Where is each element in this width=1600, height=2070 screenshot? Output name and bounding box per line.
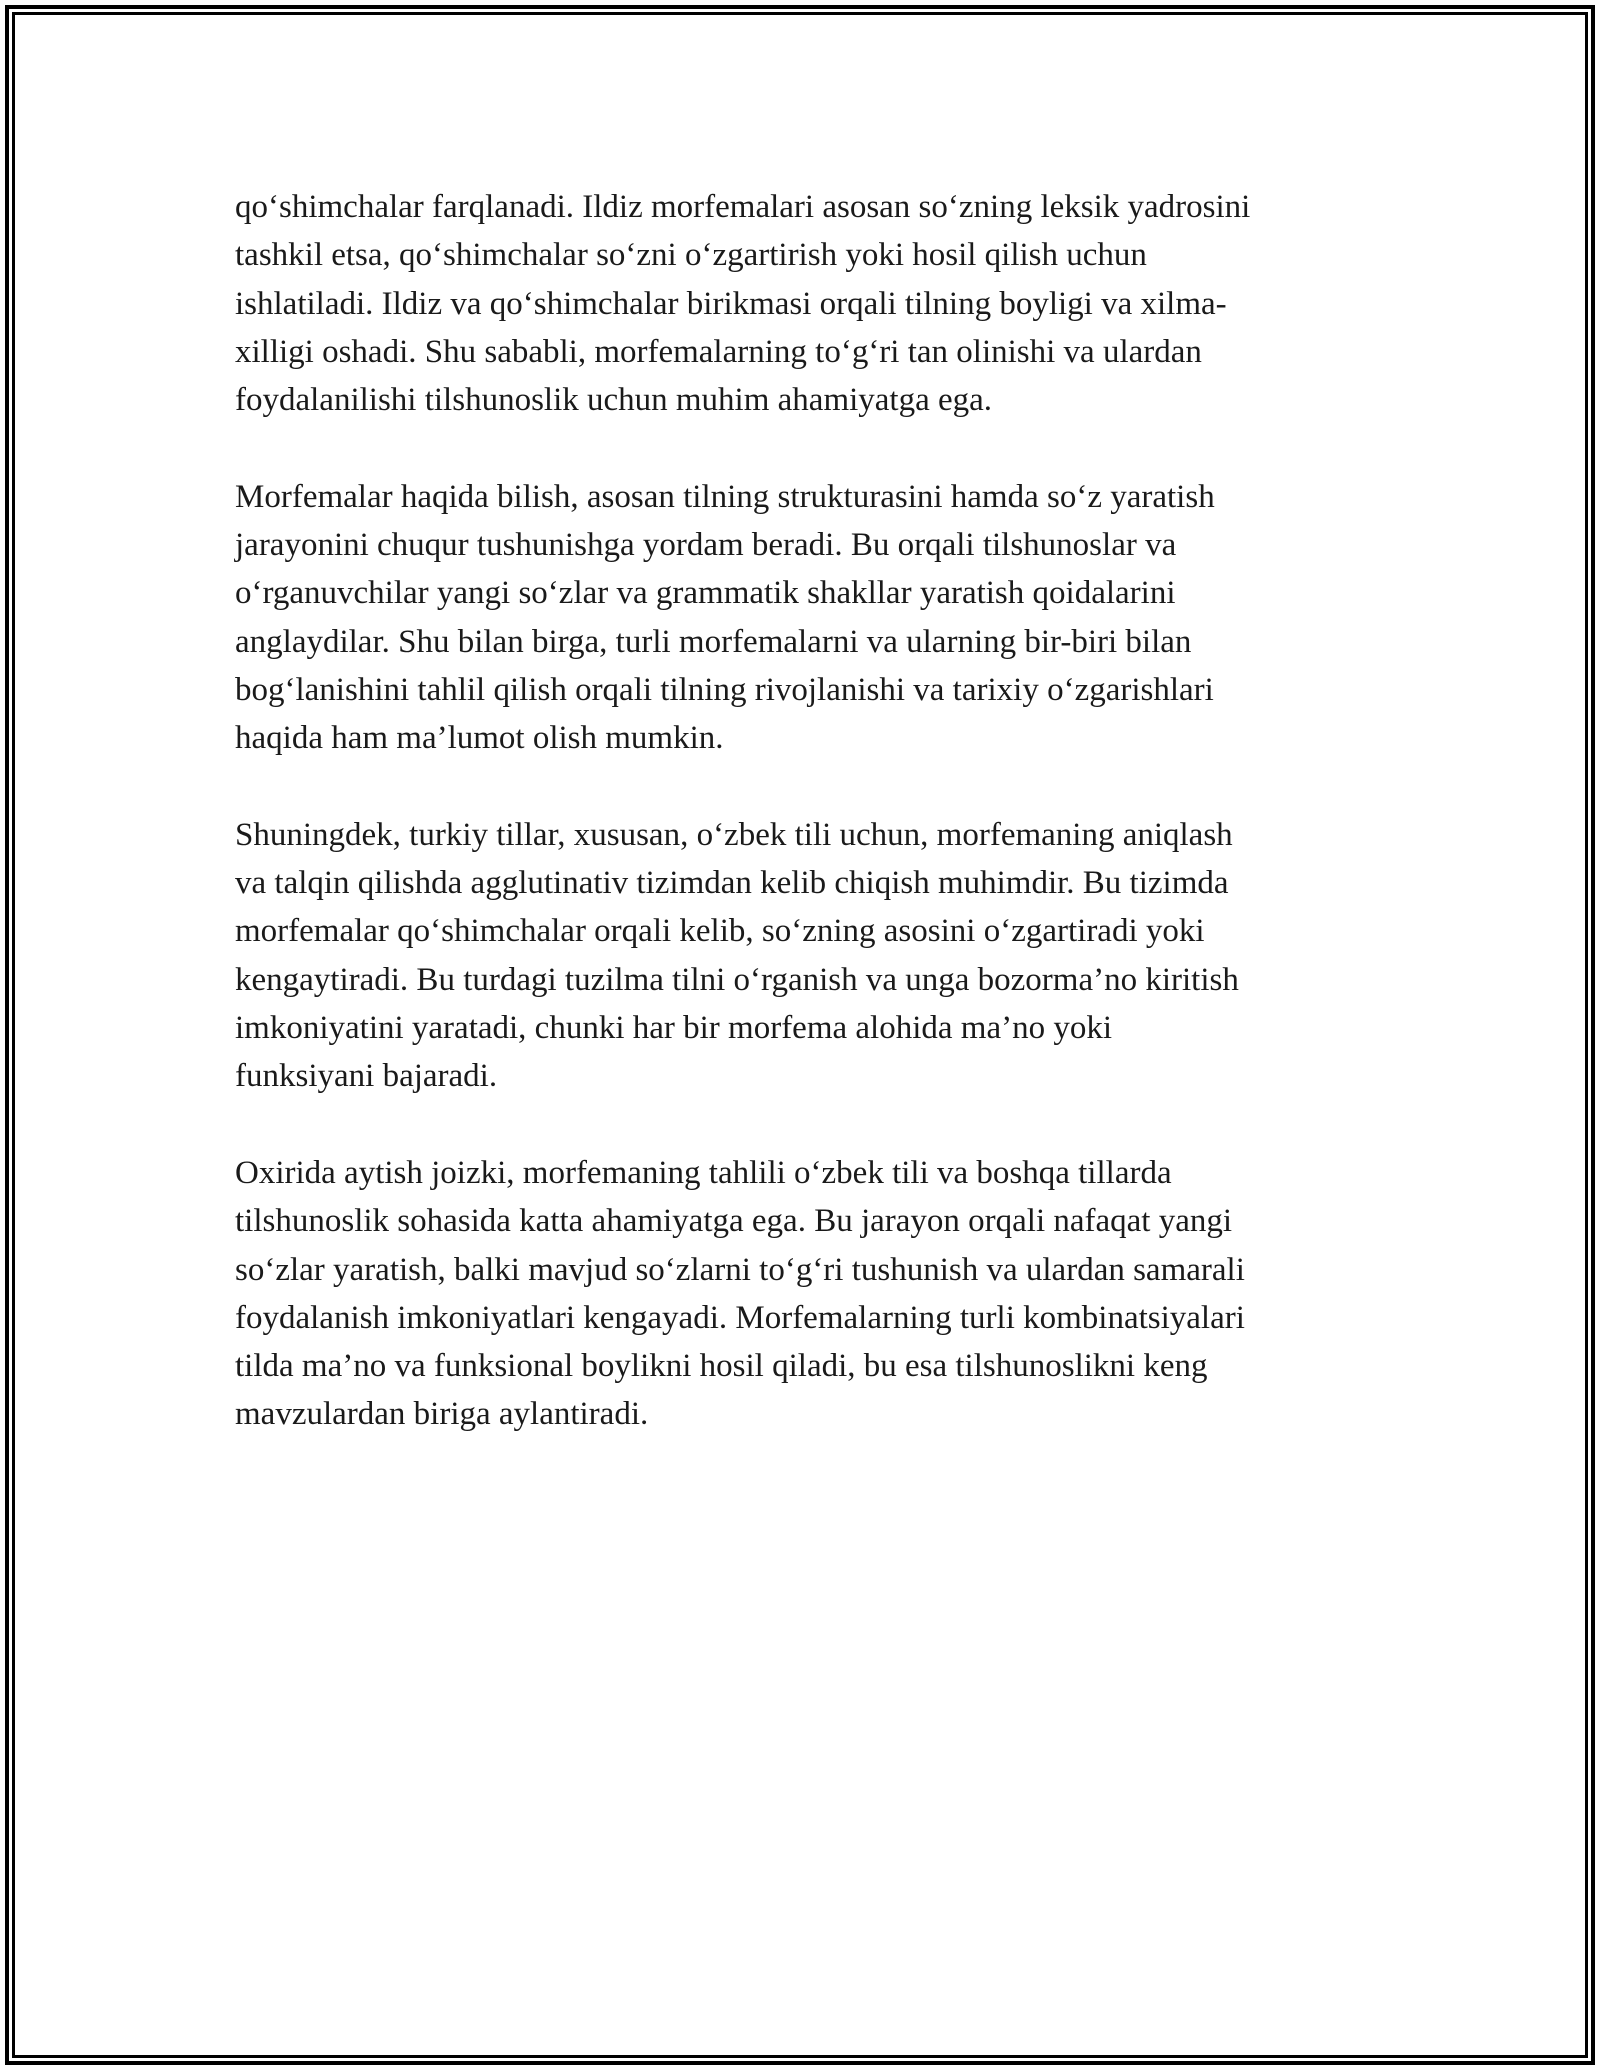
text-line: funksiyani bajaradi. <box>235 1058 498 1095</box>
paragraph-1 <box>235 183 1375 424</box>
text-line: Oxirida aytish joizki, morfemaning tahlili o‘zbek tili va boshqa tillarda <box>235 1154 1172 1191</box>
text-line: mavzulardan biriga aylantiradi. <box>235 1396 649 1433</box>
paragraph-2 <box>235 473 1375 763</box>
text-line: kengaytiradi. Bu turdagi tuzilma tilni o‘rganish va unga bozorma’no kiritish <box>235 961 1239 998</box>
text-line: xilligi oshadi. Shu sababli, morfemalarning to‘g‘ri tan olinishi va ulardan <box>235 333 1202 370</box>
text-line: haqida ham ma’lumot olish mumkin. <box>235 720 724 757</box>
text-line: bog‘lanishini tahlil qilish orqali tilning rivojlanishi va tarixiy o‘zgarishlari <box>235 671 1214 708</box>
text-line: so‘zlar yaratish, balki mavjud so‘zlarni to‘g‘ri tushunish va ulardan samarali <box>235 1251 1245 1288</box>
document-body <box>235 183 1375 1487</box>
paragraph-4 <box>235 1149 1375 1439</box>
text-line: o‘rganuvchilar yangi so‘zlar va grammatik shakllar yaratish qoidalarini <box>235 575 1176 612</box>
text-line: morfemalar qo‘shimchalar orqali kelib, so‘zning asosini o‘zgartiradi yoki <box>235 913 1205 950</box>
text-line: ishlatiladi. Ildiz va qo‘shimchalar birikmasi orqali tilning boyligi va xilma- <box>235 285 1227 322</box>
text-line: Morfemalar haqida bilish, asosan tilning strukturasini hamda so‘z yaratish <box>235 478 1215 515</box>
text-line: jarayonini chuqur tushunishga yordam beradi. Bu orqali tilshunoslar va <box>235 527 1177 564</box>
text-line: foydalanish imkoniyatlari kengayadi. Morfemalarning turli kombinatsiyalari <box>235 1299 1245 1336</box>
text-line: tilshunoslik sohasida katta ahamiyatga ega. Bu jarayon orqali nafaqat yangi <box>235 1203 1233 1240</box>
paragraph-3 <box>235 811 1375 1101</box>
text-line: Shuningdek, turkiy tillar, xususan, o‘zbek tili uchun, morfemaning aniqlash <box>235 816 1233 853</box>
text-line: va talqin qilishda agglutinativ tizimdan kelib chiqish muhimdir. Bu tizimda <box>235 865 1229 902</box>
text-line: qo‘shimchalar farqlanadi. Ildiz morfemalari asosan so‘zning leksik yadrosini <box>235 189 1251 225</box>
text-line: anglaydilar. Shu bilan birga, turli morfemalarni va ularning bir-biri bilan <box>235 623 1192 660</box>
text-line: tashkil etsa, qo‘shimchalar so‘zni o‘zgartirish yoki hosil qilish uchun <box>235 237 1147 274</box>
text-line: foydalanilishi tilshunoslik uchun muhim ahamiyatga ega. <box>235 382 993 419</box>
text-line: tilda ma’no va funksional boylikni hosil qiladi, bu esa tilshunoslikni keng <box>235 1348 1208 1385</box>
text-line: imkoniyatini yaratadi, chunki har bir morfema alohida ma’no yoki <box>235 1010 1112 1047</box>
